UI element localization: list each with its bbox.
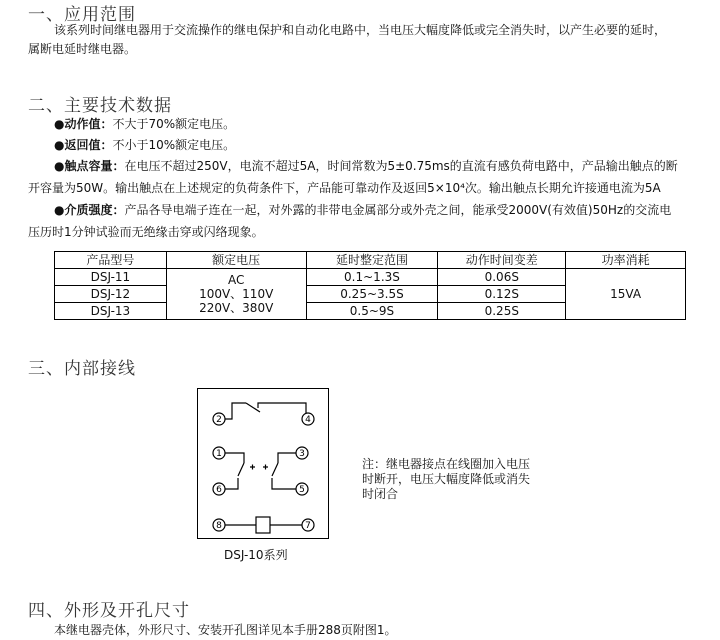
table-cell-variation: 0.06S: [438, 269, 566, 286]
table-cell-model: DSJ-11: [55, 269, 167, 286]
note-line: 时闭合: [362, 487, 399, 501]
wire-2: [225, 403, 246, 419]
table-cell-variation: 0.12S: [438, 286, 566, 303]
spec-item-contact-capacity-cont: 开容量为50W。输出触点在上述规定的负荷条件下，产品能可靠动作及返回5×10⁴次。输出触点长期允许接通电流为5A: [28, 181, 661, 195]
contact-right-mark: [263, 465, 268, 470]
terminal-5-label: 5: [299, 485, 305, 495]
table-cell-power: 15VA: [566, 269, 686, 320]
spec-item-action-value: [54, 116, 235, 132]
section-1-text-line2: 属断电延时继电器。: [28, 42, 137, 56]
wiring-diagram-label: DSJ-10系列: [224, 548, 288, 562]
spec-label: ●动作值：: [54, 117, 113, 131]
spec-label: ●触点容量：: [54, 159, 125, 173]
wire-5: [272, 478, 296, 489]
table-cell-range: 0.1~1.3S: [306, 269, 438, 286]
spec-item-contact-capacity: [54, 158, 678, 174]
wire-3: [278, 453, 296, 463]
terminal-6-label: 6: [216, 485, 222, 495]
spec-text: 在电压不超过250V，电流不超过5A，时间常数为5±0.75ms的直流有感负荷电路中，产品输出触点的断: [124, 159, 678, 173]
spec-text: 不小于10%额定电压。: [112, 138, 236, 152]
spec-item-dielectric-strength-cont: 压历时1分钟试验而无绝缘击穿或闪络现象。: [28, 225, 264, 239]
table-header: 动作时间变差: [438, 252, 566, 269]
wire-6: [225, 478, 238, 489]
section-1-text-line1: 该系列时间继电器用于交流操作的继电保护和自动化电路中，当电压大幅度降低或完全消失时，以产生必要的延时，: [54, 23, 667, 37]
contact-left-mark: [250, 465, 255, 470]
table-header: 延时整定范围: [306, 252, 438, 269]
spec-text: 不大于70%额定电压。: [112, 117, 236, 131]
note-line: 时断开，电压大幅度降低或消失: [362, 472, 531, 486]
spec-item-return-value: [54, 137, 235, 153]
terminal-2-label: 2: [216, 415, 222, 425]
table-cell-model: DSJ-12: [55, 286, 167, 303]
spec-label: ●返回值：: [54, 138, 113, 152]
table-cell-range: 0.5~9S: [306, 303, 438, 320]
contact-right-blade: [272, 463, 278, 476]
table-cell-voltage: [166, 269, 306, 320]
spec-text: 产品各导电端子连在一起，对外露的非带电金属部分或外壳之间，能承受2000V(有效值)50Hz的交流电: [124, 203, 672, 217]
terminal-7-label: 7: [305, 521, 311, 531]
wiring-note: [362, 457, 530, 502]
spec-item-dielectric-strength: [54, 202, 671, 218]
contact-left-blade: [238, 463, 244, 476]
section-2-title: 二、主要技术数据: [28, 96, 172, 116]
coil-rect: [256, 517, 270, 533]
table-header-row: [55, 252, 686, 269]
terminal-8-label: 8: [216, 521, 222, 531]
section-4-text: 本继电器壳体，外形尺寸、安装开孔图详见本手册288页附图1。: [54, 623, 397, 637]
voltage-line: AC: [227, 273, 245, 287]
note-line: 注：继电器接点在线圈加入电压: [362, 457, 531, 471]
spec-label: ●介质强度：: [54, 203, 125, 217]
wiring-diagram: [197, 388, 329, 539]
wiring-diagram-svg: [198, 389, 328, 538]
section-1-title: 一、应用范围: [28, 5, 136, 25]
section-3-title: 三、内部接线: [28, 359, 136, 379]
table-row: [55, 269, 686, 286]
table-cell-range: 0.25~3.5S: [306, 286, 438, 303]
table-cell-model: DSJ-13: [55, 303, 167, 320]
table-header: 产品型号: [55, 252, 167, 269]
spec-table: [54, 251, 686, 320]
terminal-4-label: 4: [305, 415, 311, 425]
table-cell-variation: 0.25S: [438, 303, 566, 320]
terminal-1-label: 1: [216, 449, 222, 459]
table-header: 额定电压: [166, 252, 306, 269]
voltage-line: 220V、380V: [199, 301, 274, 315]
terminal-3-label: 3: [299, 449, 305, 459]
section-4-title: 四、外形及开孔尺寸: [28, 601, 190, 621]
table-header: 功率消耗: [566, 252, 686, 269]
wire-1: [225, 453, 244, 463]
voltage-line: 100V、110V: [199, 287, 274, 301]
wire-4: [258, 403, 306, 413]
